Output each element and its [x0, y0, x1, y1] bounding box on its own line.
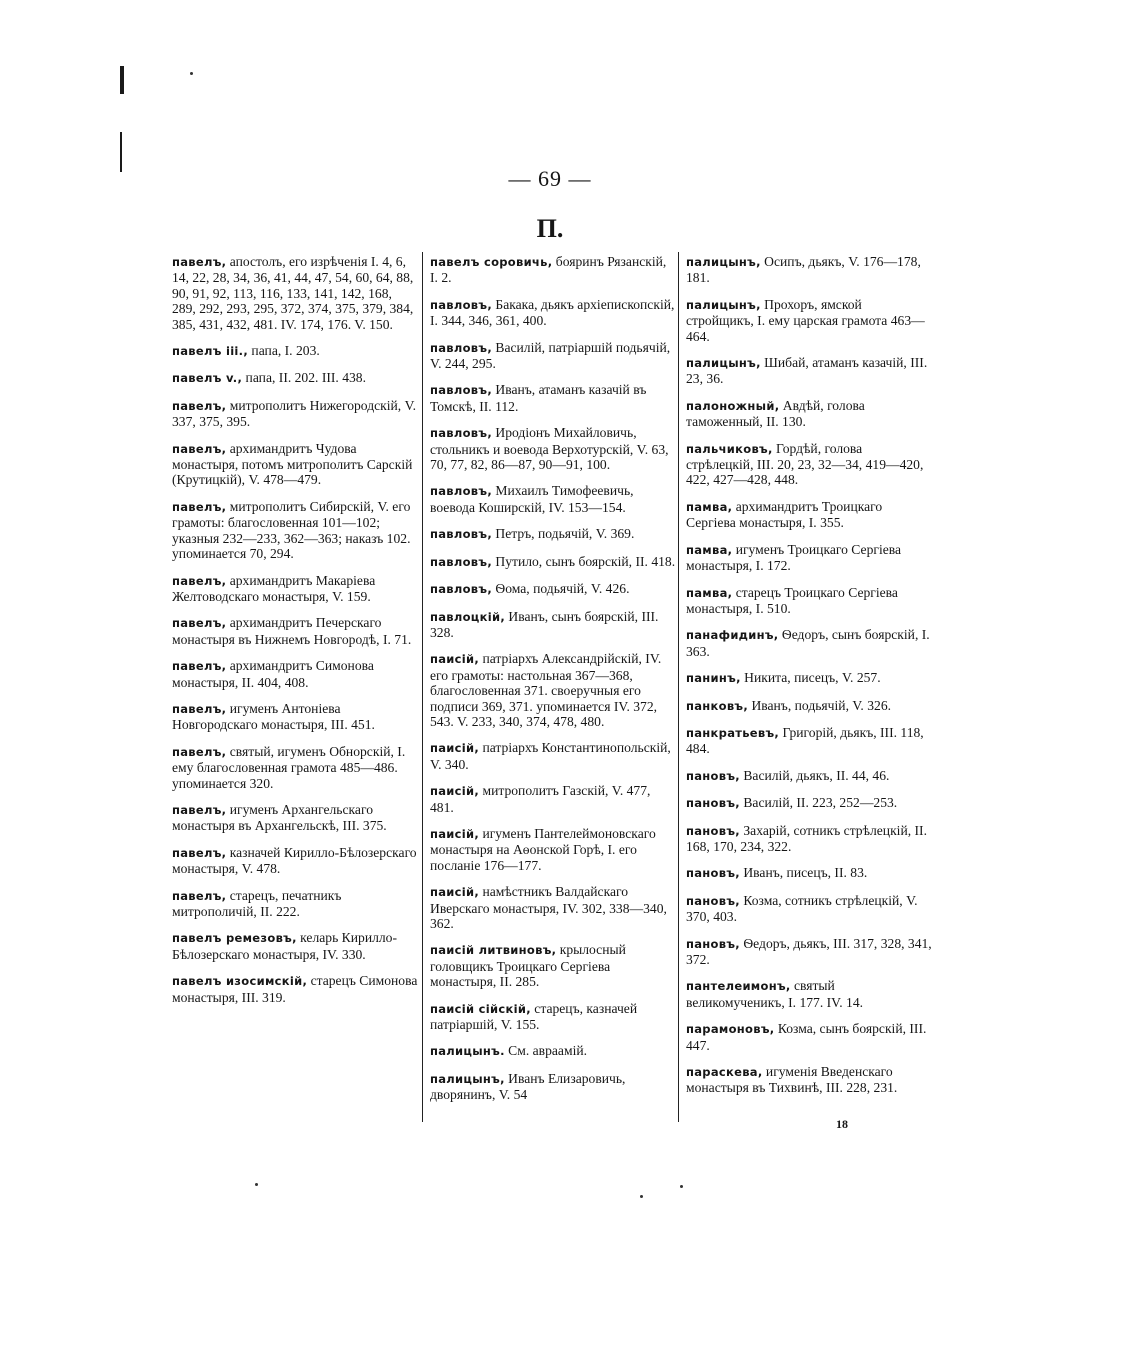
index-entry	[430, 382, 676, 414]
entry-headword: павелъ,	[172, 441, 227, 456]
entry-headword: павловъ,	[430, 383, 492, 398]
index-entry	[172, 744, 418, 791]
entry-headword: палицынъ.	[430, 1044, 505, 1059]
entry-text: Иванъ, атаманъ казачій въ Томскѣ, II. 112.	[430, 382, 647, 414]
entry-headword: паисій сійскій,	[430, 1001, 531, 1016]
index-entry	[430, 554, 676, 570]
index-entry	[172, 370, 418, 386]
entry-text: игуменъ Антоніева Новгородскаго монастыря, III. 451.	[172, 700, 375, 733]
entry-headword: палицынъ,	[430, 1071, 505, 1086]
entry-headword: паисій,	[430, 741, 480, 756]
entry-text: игуменія Введенскаго монастыря въ Тихвинѣ, III. 228, 231.	[686, 1064, 898, 1096]
entry-text: Бакака, дьякъ архіепископскій, I. 344, 346, 361, 400.	[430, 296, 675, 329]
index-entry	[686, 1021, 932, 1053]
entry-headword: павловъ,	[430, 297, 492, 312]
entry-text: Григорій, дьякъ, III. 118, 484.	[686, 724, 924, 757]
entry-text: казначей Кирилло-Бѣлозерскаго монастыря, V. 478.	[172, 844, 417, 877]
entry-headword: павелъ,	[172, 573, 227, 588]
index-entry	[430, 942, 676, 989]
entry-headword: палицынъ,	[686, 297, 761, 312]
index-entry	[172, 658, 418, 690]
entry-text: игуменъ Архангельскаго монастыря въ Архангельскѣ, III. 375.	[172, 801, 387, 834]
index-entry	[172, 398, 418, 430]
entry-text: патріархъ Константинопольскій, V. 340.	[430, 740, 671, 772]
index-entry	[686, 893, 932, 925]
index-entry	[172, 254, 418, 332]
entry-text: Иванъ Елизаровичь, дворянинъ, V. 54	[430, 1070, 626, 1103]
index-entry	[172, 499, 418, 562]
index-entry	[430, 884, 676, 931]
entry-headword: параскева,	[686, 1065, 763, 1080]
index-entry	[686, 725, 932, 757]
index-entry	[172, 573, 418, 605]
entry-headword: павелъ изосимскій,	[172, 974, 308, 989]
index-entry	[430, 826, 676, 873]
index-entry	[686, 542, 932, 574]
entry-headword: павлоцкій,	[430, 609, 506, 624]
entry-headword: пановъ,	[686, 823, 740, 838]
entry-text: См. авраамій.	[504, 1043, 588, 1059]
entry-headword: павелъ ііі.,	[172, 344, 249, 359]
index-entry	[430, 425, 676, 472]
entry-headword: павелъ,	[172, 744, 227, 759]
entry-text: бояринъ Рязанскій, I. 2.	[430, 254, 667, 286]
entry-text: апостолъ, его изрѣченія I. 4, 6, 14, 22, 28, 34, 36, 41, 44, 47, 54, 60, 64, 88, 90, 91, 92, 113, 116, 133, 141, 142, 168, 289, 292, 293, 295, 372, 374, 375, 379, 384, 385, 431, 432, 481. IV. 174, 176. V. 150.	[172, 254, 414, 332]
entry-headword: павелъ,	[172, 701, 227, 716]
index-entry	[430, 651, 676, 729]
entry-text: Василій, патріаршій подьячій, V. 244, 295.	[430, 339, 671, 372]
index-entry	[686, 627, 932, 659]
entry-headword: памва,	[686, 499, 733, 514]
index-entry	[172, 701, 418, 733]
index-entry	[430, 609, 676, 641]
scan-speck	[640, 1195, 643, 1198]
entry-headword: паисій,	[430, 826, 480, 841]
index-entry	[686, 978, 932, 1010]
entry-headword: палицынъ,	[686, 356, 761, 371]
entry-text: Захарій, сотникъ стрѣлецкій, II. 168, 170, 234, 322.	[686, 822, 927, 854]
index-entry	[172, 930, 418, 962]
column-divider	[678, 252, 679, 1122]
index-entry	[172, 441, 418, 488]
entry-headword: паисій,	[430, 784, 480, 799]
index-entry	[686, 297, 932, 344]
entry-text: Иванъ, сынъ боярскій, III. 328.	[430, 608, 659, 640]
entry-headword: пановъ,	[686, 936, 740, 951]
index-entry	[686, 936, 932, 968]
entry-text: архимандритъ Троицкаго Сергіева монастыря, I. 355.	[686, 498, 883, 531]
index-entry	[430, 1071, 676, 1103]
entry-headword: павловъ,	[430, 582, 492, 597]
section-letter: П.	[536, 214, 564, 243]
index-entry	[686, 398, 932, 430]
entry-headword: памва,	[686, 585, 733, 600]
entry-headword: пановъ,	[686, 893, 740, 908]
scan-speck	[255, 1183, 258, 1186]
entry-text: Козма, сынъ боярскій, III. 447.	[686, 1021, 927, 1053]
index-entry	[430, 783, 676, 815]
entry-text: Василій, II. 223, 252—253.	[739, 795, 898, 811]
index-entry	[686, 499, 932, 531]
entry-text: намѣстникъ Валдайскаго Иверскаго монастыря, IV. 302, 338—340, 362.	[430, 884, 667, 931]
entry-text: Шибай, атаманъ казачій, III. 23, 36.	[686, 355, 928, 387]
entry-text: Никита, писецъ, V. 257.	[740, 670, 881, 686]
entry-text: келарь Кирилло-Бѣлозерскаго монастыря, IV. 330.	[172, 930, 397, 962]
index-entry	[430, 526, 676, 542]
entry-text: крылосный головщикъ Троицкаго Сергіева монастыря, II. 285.	[430, 942, 626, 990]
entry-headword: памва,	[686, 542, 733, 557]
entry-text: Козма, сотникъ стрѣлецкій, V. 370, 403.	[686, 892, 918, 925]
index-entry	[172, 845, 418, 877]
entry-text: митрополитъ Газскій, V. 477, 481.	[430, 783, 651, 815]
entry-headword: павловъ,	[430, 426, 492, 441]
index-entry	[430, 297, 676, 329]
entry-headword: павелъ ремезовъ,	[172, 931, 297, 946]
entry-text: Осипъ, дьякъ, V. 176—178, 181.	[686, 254, 921, 286]
entry-text: Прохоръ, ямской стройщикъ, I. ему царская грамота 463—464.	[686, 296, 925, 344]
index-entry	[172, 973, 418, 1005]
index-entry	[686, 585, 932, 617]
index-column-2	[430, 254, 676, 1114]
entry-headword: паисій литвиновъ,	[430, 943, 557, 958]
page-number: — 69 —	[508, 166, 592, 191]
scan-speck	[190, 72, 193, 75]
index-entry	[686, 823, 932, 855]
index-column-3	[686, 254, 932, 1107]
entry-headword: паисій,	[430, 885, 480, 900]
entry-headword: пановъ,	[686, 866, 740, 881]
entry-headword: павелъ,	[172, 616, 227, 631]
entry-text: Петръ, подьячій, V. 369.	[492, 526, 635, 542]
entry-headword: павелъ соровичь,	[430, 255, 553, 269]
entry-headword: панафидинъ,	[686, 628, 779, 643]
entry-headword: палоножный,	[686, 398, 780, 413]
entry-text: Ѳедоръ, сынъ боярскій, I. 363.	[686, 627, 930, 659]
entry-headword: павловъ,	[430, 340, 492, 355]
entry-text: митрополитъ Сибирскій, V. его грамоты: благословенная 101—102; указныя 232—233, 362—363; наказъ 102. упоминается 70, 294.	[172, 498, 411, 562]
entry-text: старецъ, печатникъ митрополичій, II. 222.	[172, 887, 342, 919]
entry-text: папа, I. 203.	[248, 343, 320, 359]
index-entry	[430, 1001, 676, 1033]
index-entry	[430, 254, 676, 286]
index-entry	[686, 1064, 932, 1096]
scan-edge-mark-top	[120, 66, 124, 94]
entry-text: старецъ, казначей патріаршій, V. 155.	[430, 1000, 638, 1033]
entry-text: святый, игуменъ Обнорскій, I. ему благословенная грамота 485—486. упоминается 320.	[172, 743, 406, 791]
index-entry	[686, 768, 932, 784]
index-entry	[430, 1043, 676, 1059]
entry-text: святый великомученикъ, I. 177. IV. 14.	[686, 978, 864, 1010]
entry-headword: павелъ,	[172, 255, 227, 269]
entry-headword: павелъ v.,	[172, 371, 243, 386]
index-entry	[686, 670, 932, 686]
entry-text: Иродіонъ Михайловичь, стольникъ и воевода Верхотурскій, V. 63, 70, 77, 82, 86—87, 90—91, 100.	[430, 425, 669, 473]
entry-text: архимандритъ Печерскаго монастыря въ Нижнемъ Новгородѣ, I. 71.	[172, 615, 412, 647]
entry-headword: палицынъ,	[686, 255, 761, 269]
entry-text: папа, II. 202. III. 438.	[242, 370, 366, 386]
index-entry	[686, 795, 932, 811]
entry-text: Ѳедоръ, дьякъ, III. 317, 328, 341, 372.	[686, 935, 932, 967]
entry-text: Иванъ, подьячій, V. 326.	[748, 697, 892, 713]
entry-headword: павелъ,	[172, 499, 227, 514]
entry-text: архимандритъ Чудова монастыря, потомъ митрополитъ Сарскій (Крутицкій), V. 478—479.	[172, 440, 413, 488]
entry-headword: павелъ,	[172, 398, 227, 413]
entry-headword: парамоновъ,	[686, 1022, 775, 1037]
entry-headword: павелъ,	[172, 888, 227, 903]
entry-headword: панковъ,	[686, 698, 749, 713]
entry-headword: павловъ,	[430, 527, 492, 542]
entry-headword: павелъ,	[172, 659, 227, 674]
entry-text: архимандритъ Макаріева Желтоводскаго монастыря, V. 159.	[172, 572, 376, 604]
column-divider	[422, 252, 423, 1122]
entry-text: митрополитъ Нижегородскій, V. 337, 375, 395.	[172, 397, 417, 430]
entry-headword: павелъ,	[172, 802, 227, 817]
entry-headword: павелъ,	[172, 845, 227, 860]
entry-headword: павловъ,	[430, 484, 492, 499]
entry-headword: пантелеимонъ,	[686, 979, 791, 994]
entry-text: Василій, дьякъ, II. 44, 46.	[739, 767, 890, 783]
index-entry	[430, 581, 676, 597]
index-entry	[686, 698, 932, 714]
entry-headword: павловъ,	[430, 554, 492, 569]
entry-text: игуменъ Троицкаго Сергіева монастыря, I. 172.	[686, 541, 902, 574]
entry-headword: пальчиковъ,	[686, 441, 773, 456]
entry-text: Иванъ, писецъ, II. 83.	[739, 865, 868, 881]
index-column-1	[172, 254, 418, 1016]
entry-headword: пановъ,	[686, 796, 740, 811]
entry-text: старецъ Симонова монастыря, III. 319.	[172, 973, 418, 1005]
scan-speck	[680, 1185, 683, 1188]
entry-text: игуменъ Пантелеймоновскаго монастыря на Аѳонской Горѣ, I. его посланіе 176—177.	[430, 825, 656, 873]
index-entry	[172, 802, 418, 834]
entry-text: Михаилъ Тимофеевичь, воевода Коширскій, IV. 153—154.	[430, 483, 634, 515]
signature-mark: 18	[836, 1117, 848, 1131]
entry-text: Авдѣй, голова таможенный, II. 130.	[686, 397, 865, 430]
entry-headword: панинъ,	[686, 671, 741, 686]
entry-headword: паисій,	[430, 652, 480, 667]
index-entry	[430, 740, 676, 772]
entry-text: Путило, сынъ боярскій, II. 418.	[492, 553, 676, 569]
index-entry	[430, 340, 676, 372]
index-entry	[686, 355, 932, 387]
index-entry	[172, 343, 418, 359]
index-entry	[430, 483, 676, 515]
entry-headword: панкратьевъ,	[686, 725, 780, 740]
index-entry	[686, 441, 932, 488]
entry-text: старецъ Троицкаго Сергіева монастыря, I. 510.	[686, 584, 898, 616]
index-entry	[686, 254, 932, 286]
entry-text: Гордѣй, голова стрѣлецкій, III. 20, 23, 32—34, 419—420, 422, 427—428, 448.	[686, 440, 924, 488]
index-entry	[172, 615, 418, 647]
entry-text: архимандритъ Симонова монастыря, II. 404, 408.	[172, 658, 374, 690]
entry-headword: пановъ,	[686, 768, 740, 783]
index-entry	[172, 888, 418, 920]
entry-text: патріархъ Александрійскій, IV. его грамоты: настольная 367—368, благословенная 371. своеручныя его подписи 369, 371. упоминается IV. 372, 543. V. 233, 340, 374, 478, 480.	[430, 651, 662, 729]
entry-text: Ѳома, подьячій, V. 426.	[492, 581, 630, 597]
index-entry	[686, 865, 932, 881]
